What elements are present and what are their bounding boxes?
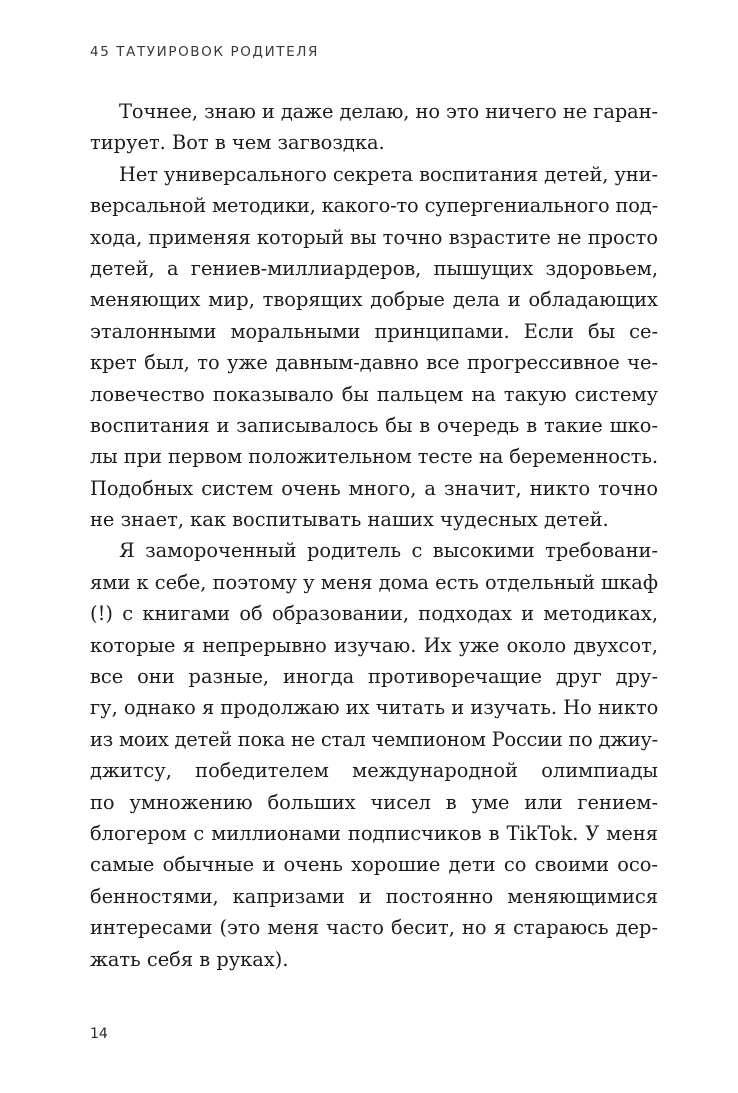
text-line: воспитания и записывалось бы в очередь в такие шко-: [90, 413, 658, 437]
text-line: эталонными моральными принципами. Если бы се-: [90, 319, 658, 343]
text-line: бенностями, капризами и постоянно меняющимися: [90, 884, 658, 908]
text-line: ями к себе, поэтому у меня дома есть отдельный шкаф: [90, 570, 658, 594]
text-line: крет был, то уже давным-давно все прогрессивное че-: [90, 351, 658, 375]
body-text: [90, 96, 658, 975]
text-line: версальной методики, какого-то супергениального под-: [90, 194, 658, 218]
text-line: из моих детей пока не стал чемпионом России по джиу-: [90, 727, 658, 751]
text-line: блогером с миллионами подписчиков в TikTok. У меня: [90, 821, 658, 845]
text-line: все они разные, иногда противоречащие друг дру-: [90, 665, 658, 689]
text-line: которые я непрерывно изучаю. Их уже около двухсот,: [90, 633, 658, 657]
text-line: гу, однако я продолжаю их читать и изучать. Но никто: [90, 696, 659, 720]
text-line: тирует. Вот в чем загвоздка.: [90, 131, 385, 155]
text-line: Подобных систем очень много, а значит, никто точно: [90, 476, 658, 500]
text-line: не знает, как воспитывать наших чудесных детей.: [90, 508, 609, 532]
running-header: 45 ТАТУИРОВОК РОДИТЕЛЯ: [90, 44, 319, 60]
text-line: лы при первом положительном тесте на беременность.: [90, 445, 659, 469]
paragraph: [90, 535, 658, 974]
text-line: Точнее, знаю и даже делаю, но это ничего не гаран-: [119, 100, 658, 123]
paragraph: [90, 96, 658, 159]
text-line: по умножению больших чисел в уме или гением-: [90, 790, 658, 814]
text-line: меняющих мир, творящих добрые дела и обладающих: [90, 288, 658, 312]
text-line: Я замороченный родитель с высокими требовани-: [119, 539, 658, 563]
text-line: (!) с книгами об образовании, подходах и методиках,: [90, 602, 658, 626]
text-line: самые обычные и очень хорошие дети со своими осо-: [90, 853, 658, 877]
text-line: джитсу, победителем международной олимпиады: [90, 759, 658, 783]
text-line: интересами (это меня часто бесит, но я стараюсь дер-: [90, 916, 658, 940]
text-line: ловечество показывало бы пальцем на такую систему: [90, 382, 658, 406]
page-number: 14: [90, 1026, 108, 1042]
text-line: детей, а гениев-миллиардеров, пышущих здоровьем,: [90, 256, 658, 280]
paragraph: [90, 159, 658, 536]
text-line: хода, применяя который вы точно взрастите не просто: [90, 225, 658, 249]
text-line: Нет универсального секрета воспитания детей, уни-: [119, 162, 659, 186]
text-line: жать себя в руках).: [90, 947, 289, 971]
